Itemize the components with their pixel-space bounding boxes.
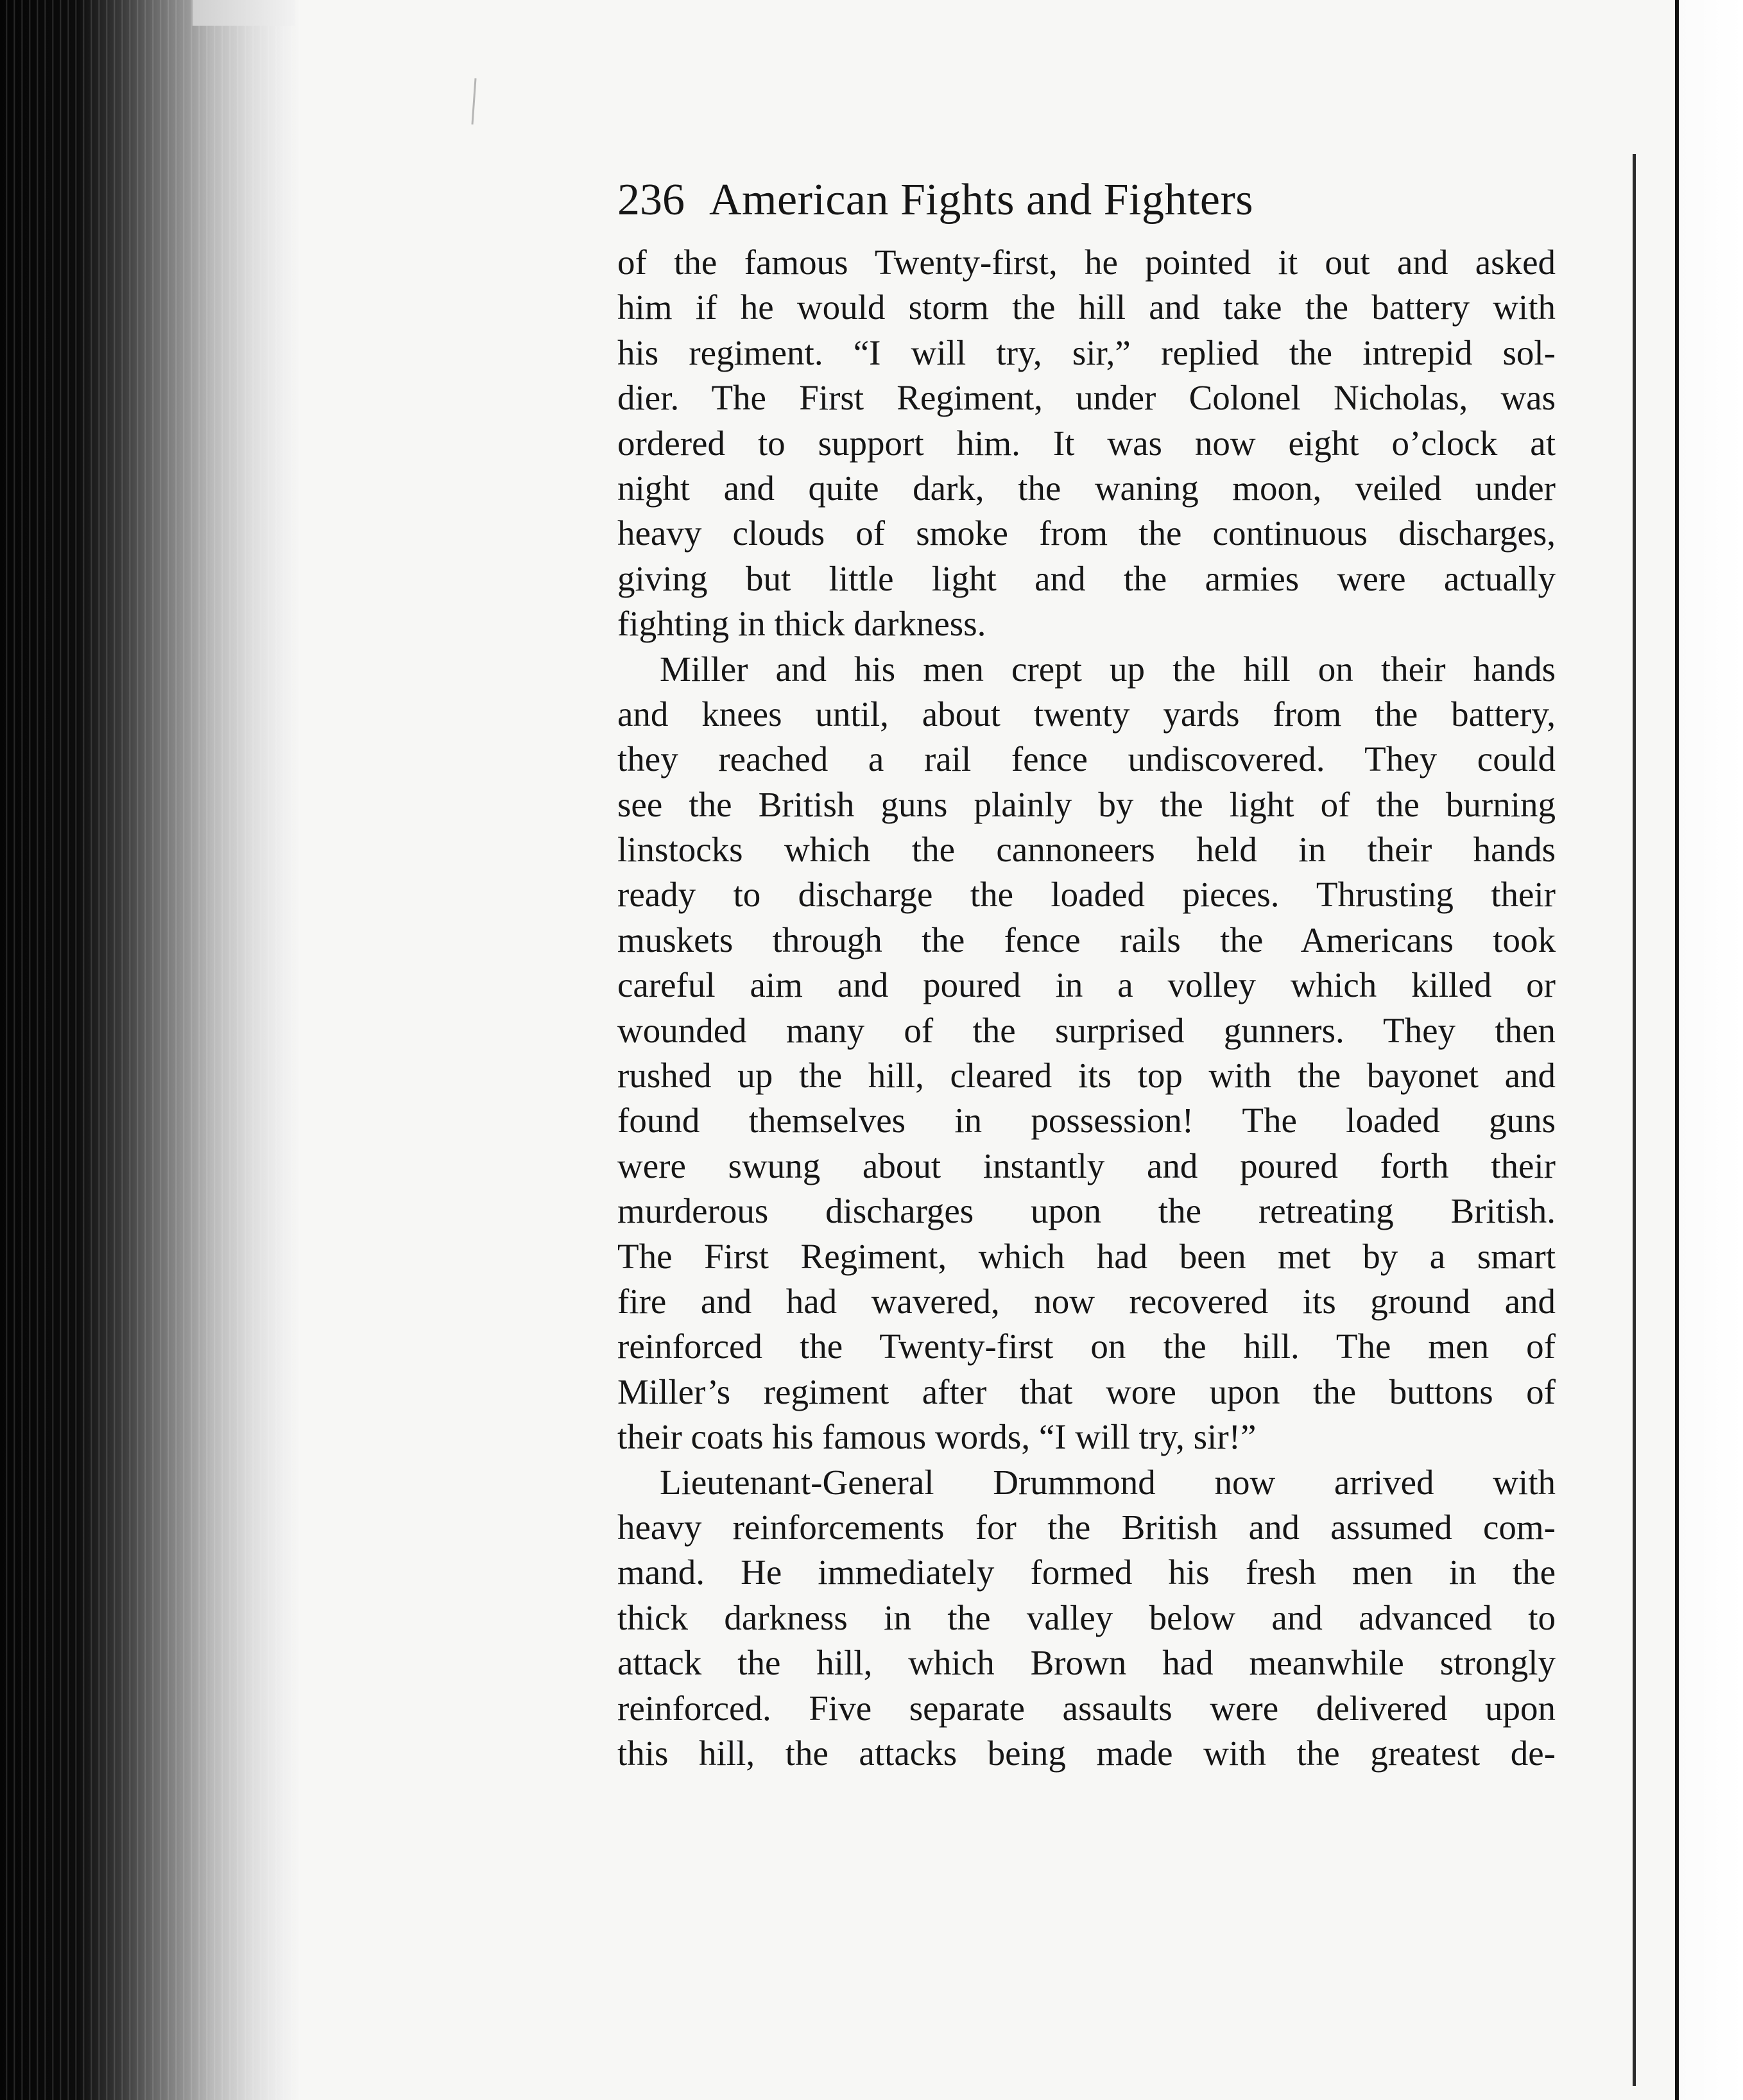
book-edge-shadow bbox=[0, 0, 302, 2100]
paragraph bbox=[617, 1460, 1556, 1777]
right-border-line-inner bbox=[1633, 154, 1636, 2086]
text-line: rushed up the hill, cleared its top with the bayonet and bbox=[617, 1056, 1556, 1096]
text-line: fighting in thick darkness. bbox=[617, 604, 986, 644]
text-line: heavy reinforcements for the British and assumed com- bbox=[617, 1507, 1556, 1547]
text-line: and knees until, about twenty yards from the battery, bbox=[617, 694, 1556, 734]
text-line: dier. The First Regiment, under Colonel Nicholas, was bbox=[617, 378, 1556, 418]
paragraph bbox=[617, 240, 1556, 647]
text-line: wounded many of the surprised gunners. They then bbox=[617, 1010, 1556, 1050]
page-number: 236 bbox=[617, 175, 685, 225]
text-line: The First Regiment, which had been met by a smart bbox=[617, 1236, 1556, 1276]
text-line: their coats his famous words, “I will try, sir!” bbox=[617, 1417, 1257, 1457]
text-line: reinforced the Twenty-first on the hill. The men of bbox=[617, 1327, 1556, 1366]
text-line: reinforced. Five separate assaults were delivered upon bbox=[617, 1688, 1556, 1728]
page-content bbox=[617, 168, 1556, 1776]
text-line: of the famous Twenty-first, he pointed it out and asked bbox=[617, 243, 1556, 282]
running-head bbox=[617, 168, 1556, 232]
text-line: Miller’s regiment after that wore upon the buttons of bbox=[617, 1372, 1556, 1411]
text-line: ready to discharge the loaded pieces. Thrusting their bbox=[617, 875, 1556, 915]
text-line: his regiment. “I will try, sir,” replied the intrepid sol- bbox=[617, 332, 1556, 372]
text-line: found themselves in possession! The loaded guns bbox=[617, 1101, 1556, 1140]
text-line: night and quite dark, the waning moon, veiled under bbox=[617, 468, 1556, 508]
text-line: him if he would storm the hill and take the battery with bbox=[617, 288, 1556, 327]
text-line: mand. He immediately formed his fresh men in the bbox=[617, 1553, 1556, 1592]
text-line: heavy clouds of smoke from the continuous discharges, bbox=[617, 513, 1556, 553]
text-line: see the British guns plainly by the light of the burning bbox=[617, 784, 1556, 824]
text-line: were swung about instantly and poured forth their bbox=[617, 1146, 1556, 1185]
text-line: careful aim and poured in a volley which killed or bbox=[617, 965, 1556, 1005]
text-line: this hill, the attacks being made with the greatest de- bbox=[617, 1733, 1556, 1773]
text-line: attack the hill, which Brown had meanwhile strongly bbox=[617, 1643, 1556, 1683]
book-edge-top bbox=[193, 0, 295, 26]
text-line: linstocks which the cannoneers held in their hands bbox=[617, 830, 1556, 870]
text-line: thick darkness in the valley below and advanced to bbox=[617, 1597, 1556, 1637]
paragraph bbox=[617, 647, 1556, 1460]
text-line: giving but little light and the armies were actually bbox=[617, 558, 1556, 598]
text-line: Miller and his men crept up the hill on their hands bbox=[660, 649, 1556, 689]
text-line: murderous discharges upon the retreating British. bbox=[617, 1191, 1556, 1231]
text-line: Lieutenant-General Drummond now arrived with bbox=[660, 1462, 1556, 1502]
stray-mark bbox=[471, 78, 476, 125]
text-line: ordered to support him. It was now eight o’clock at bbox=[617, 423, 1556, 463]
right-margin bbox=[1679, 0, 1743, 2100]
text-line: fire and had wavered, now recovered its ground and bbox=[617, 1281, 1556, 1321]
running-title: American Fights and Fighters bbox=[709, 175, 1254, 225]
body-text bbox=[617, 240, 1556, 1776]
text-line: muskets through the fence rails the Americans took bbox=[617, 920, 1556, 960]
text-line: they reached a rail fence undiscovered. They could bbox=[617, 739, 1556, 779]
